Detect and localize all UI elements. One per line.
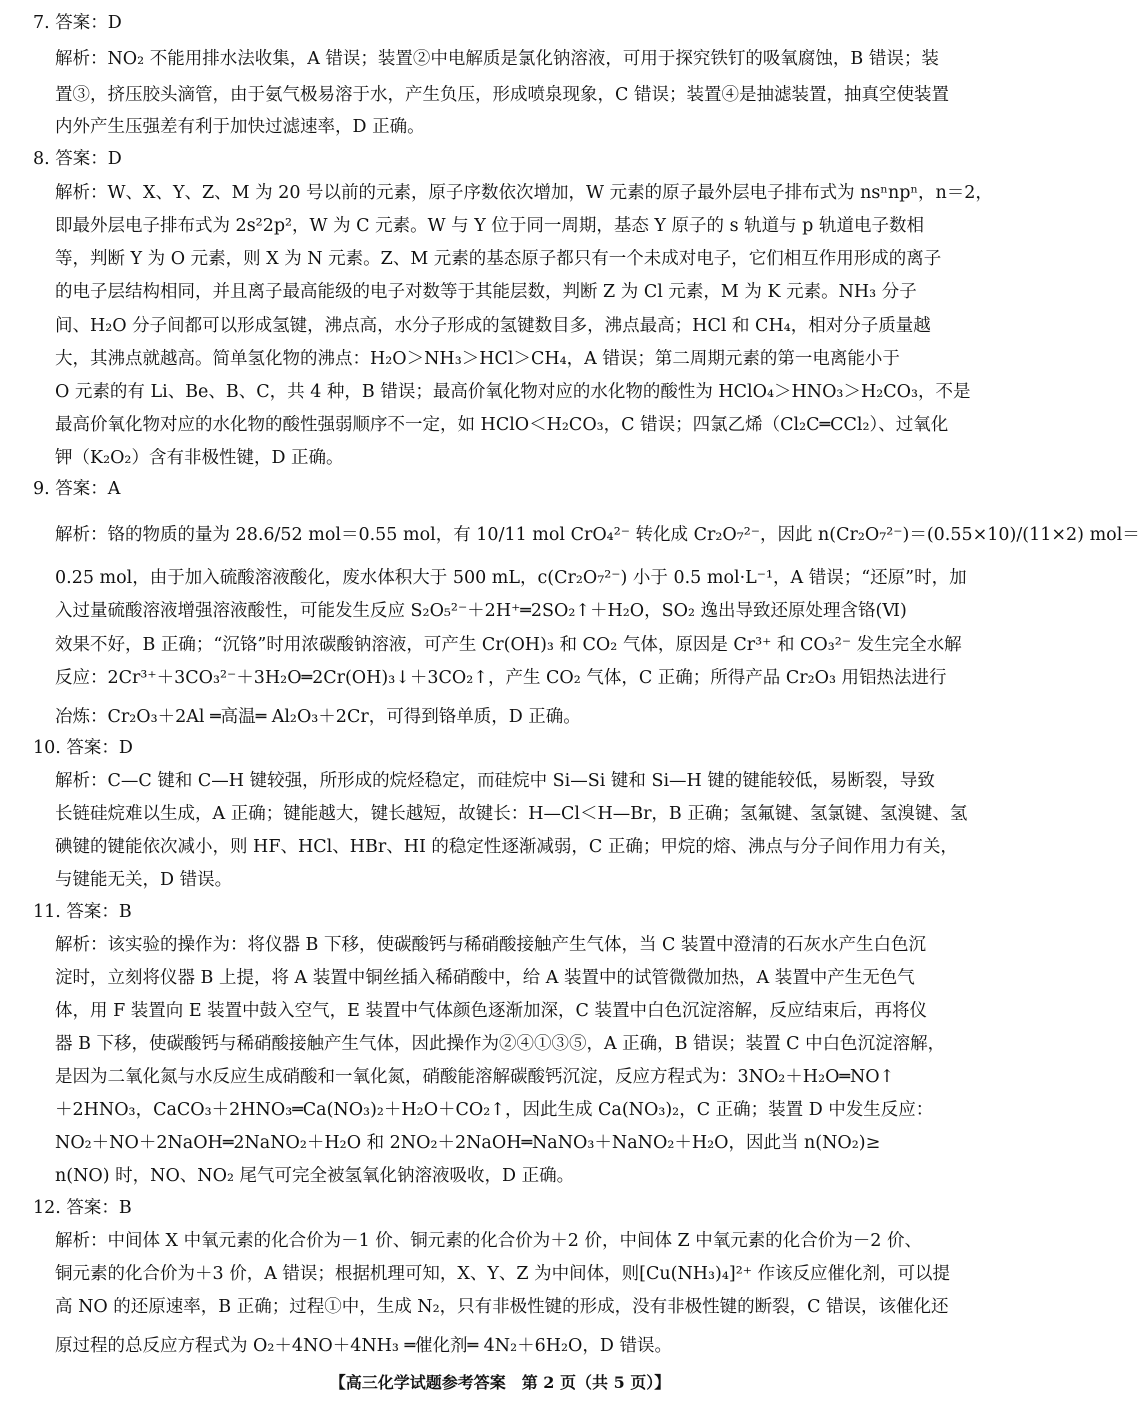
answer-11-line-1: 解析：该实验的操作为：将仪器 B 下移，使碳酸钙与稀硝酸接触产生气体，当 C 装置中澄清的石灰水产生白色沉 bbox=[55, 935, 926, 955]
answer-10-line-1: 解析：C—C 键和 C—H 键较强，所形成的烷烃稳定，而硅烷中 Si—Si 键和 Si—H 键的键能较低，易断裂，导致 bbox=[55, 771, 935, 791]
answer-12-line-1: 解析：中间体 X 中氧元素的化合价为－1 价、铜元素的化合价为＋2 价，中间体 Z 中氧元素的化合价为－2 价、 bbox=[55, 1231, 922, 1251]
answer-8-heading: 8. 答案：D bbox=[33, 149, 122, 169]
answer-11-line-7: NO₂＋NO＋2NaOH═2NaNO₂＋H₂O 和 2NO₂＋2NaOH═NaNO₃＋NaNO₂＋H₂O，因此当 n(NO₂)≥ bbox=[55, 1133, 881, 1153]
answer-10-line-4: 与键能无关，D 错误。 bbox=[55, 870, 233, 890]
answer-10-line-2: 长链硅烷难以生成，A 正确；键能越大，键长越短，故键长：H—Cl＜H—Br，B 正确；氢氟键、氢氯键、氢溴键、氢 bbox=[55, 804, 968, 824]
answer-7-line-1: 解析：NO₂ 不能用排水法收集，A 错误；装置②中电解质是氯化钠溶液，可用于探究铁钉的吸氧腐蚀，B 错误；装 bbox=[55, 49, 939, 69]
answer-9-line-3: 入过量硫酸溶液增强溶液酸性，可能发生反应 S₂O₅²⁻＋2H⁺═2SO₂↑＋H₂O，SO₂ 逸出导致还原处理含铬(Ⅵ) bbox=[55, 601, 907, 621]
answer-12-line-2: 铜元素的化合价为＋3 价，A 错误；根据机理可知，X、Y、Z 为中间体，则[Cu(NH₃)₄]²⁺ 作该反应催化剂，可以提 bbox=[55, 1264, 951, 1284]
answer-11-line-5: 是因为二氧化氮与水反应生成硝酸和一氧化氮，硝酸能溶解碳酸钙沉淀，反应方程式为：3NO₂＋H₂O═NO↑ bbox=[55, 1067, 895, 1087]
answer-10-line-3: 碘键的键能依次减小，则 HF、HCl、HBr、HI 的稳定性逐渐减弱，C 正确；甲烷的熔、沸点与分子间作用力有关， bbox=[55, 837, 958, 857]
answer-11-heading: 11. 答案：B bbox=[33, 902, 132, 922]
answer-10-heading: 10. 答案：D bbox=[33, 738, 133, 758]
answer-9-line-2: 0.25 mol，由于加入硫酸溶液酸化，废水体积大于 500 mL，c(Cr₂O₇²⁻) 小于 0.5 mol·L⁻¹，A 错误；“还原”时，加 bbox=[55, 568, 967, 588]
answer-8-line-8: 最高价氧化物对应的水化物的酸性强弱顺序不一定，如 HClO＜H₂CO₃，C 错误；四氯乙烯（Cl₂C═CCl₂）、过氧化 bbox=[55, 415, 949, 435]
answer-12-line-4: 原过程的总反应方程式为 O₂＋4NO＋4NH₃ ═催化剂═ 4N₂＋6H₂O，D 错误。 bbox=[55, 1336, 672, 1356]
answer-8-line-1: 解析：W、X、Y、Z、M 为 20 号以前的元素，原子序数依次增加，W 元素的原子最外层电子排布式为 nsⁿnpⁿ，n＝2， bbox=[55, 183, 993, 203]
answer-8-line-3: 等，判断 Y 为 O 元素，则 X 为 N 元素。Z、M 元素的基态原子都只有一个未成对电子，它们相互作用形成的离子 bbox=[55, 249, 942, 269]
answer-9-line-1: 解析：铬的物质的量为 28.6/52 mol＝0.55 mol，有 10/11 mol CrO₄²⁻ 转化成 Cr₂O₇²⁻，因此 n(Cr₂O₇²⁻)＝(0.55×10)/(11×2) mol＝ bbox=[55, 525, 1140, 545]
answer-12-line-3: 高 NO 的还原速率，B 正确；过程①中，生成 N₂，只有非极性键的形成，没有非极性键的断裂，C 错误，该催化还 bbox=[55, 1297, 949, 1317]
answer-9-line-5: 反应：2Cr³⁺＋3CO₃²⁻＋3H₂O═2Cr(OH)₃↓＋3CO₂↑，产生 CO₂ 气体，C 正确；所得产品 Cr₂O₃ 用铝热法进行 bbox=[55, 668, 947, 688]
answer-8-line-2: 即最外层电子排布式为 2s²2p²，W 为 C 元素。W 与 Y 位于同一周期，基态 Y 原子的 s 轨道与 p 轨道电子数相 bbox=[55, 216, 924, 236]
answer-8-line-7: O 元素的有 Li、Be、B、C，共 4 种，B 错误；最高价氧化物对应的水化物的酸性为 HClO₄＞HNO₃＞H₂CO₃，不是 bbox=[55, 382, 971, 402]
answer-11-line-3: 体，用 F 装置向 E 装置中鼓入空气，E 装置中气体颜色逐渐加深，C 装置中白色沉淀溶解，反应结束后，再将仪 bbox=[55, 1001, 927, 1021]
answer-7-line-3: 内外产生压强差有利于加快过滤速率，D 正确。 bbox=[55, 117, 425, 137]
answer-8-line-9: 钾（K₂O₂）含有非极性键，D 正确。 bbox=[55, 448, 344, 468]
answer-8-line-5: 间、H₂O 分子间都可以形成氢键，沸点高，水分子形成的氢键数目多，沸点最高；HCl 和 CH₄，相对分子质量越 bbox=[55, 316, 931, 336]
answer-11-line-4: 器 B 下移，使碳酸钙与稀硝酸接触产生气体，因此操作为②④①③⑤，A 正确，B 错误；装置 C 中白色沉淀溶解， bbox=[55, 1034, 946, 1054]
answer-9-heading: 9. 答案：A bbox=[33, 479, 121, 499]
answer-8-line-6: 大，其沸点就越高。简单氢化物的沸点：H₂O＞NH₃＞HCl＞CH₄，A 错误；第二周期元素的第一电离能小于 bbox=[55, 349, 900, 369]
answer-7-line-2: 置③，挤压胶头滴管，由于氨气极易溶于水，产生负压，形成喷泉现象，C 错误；装置④是抽滤装置，抽真空使装置 bbox=[55, 85, 949, 105]
answer-12-heading: 12. 答案：B bbox=[33, 1198, 132, 1218]
answer-11-line-6: ＋2HNO₃，CaCO₃＋2HNO₃═Ca(NO₃)₂＋H₂O＋CO₂↑，因此生成 Ca(NO₃)₂，C 正确；装置 D 中发生反应： bbox=[55, 1100, 934, 1120]
answer-11-line-2: 淀时，立刻将仪器 B 上提，将 A 装置中铜丝插入稀硝酸中，给 A 装置中的试管微微加热，A 装置中产生无色气 bbox=[55, 968, 915, 988]
answer-8-line-4: 的电子层结构相同，并且离子最高能级的电子对数等于其能层数，判断 Z 为 Cl 元素，M 为 K 元素。NH₃ 分子 bbox=[55, 282, 917, 302]
page-footer: 【高三化学试题参考答案 第 2 页（共 5 页）】 bbox=[329, 1373, 671, 1392]
answer-9-line-6: 冶炼：Cr₂O₃＋2Al ═高温═ Al₂O₃＋2Cr，可得到铬单质，D 正确。 bbox=[55, 707, 581, 727]
answer-9-line-4: 效果不好，B 正确；“沉铬”时用浓碳酸钠溶液，可产生 Cr(OH)₃ 和 CO₂ 气体，原因是 Cr³⁺ 和 CO₃²⁻ 发生完全水解 bbox=[55, 635, 962, 655]
answer-7-heading: 7. 答案：D bbox=[33, 13, 122, 33]
answer-11-line-8: n(NO) 时，NO、NO₂ 尾气可完全被氢氧化钠溶液吸收，D 正确。 bbox=[55, 1166, 575, 1186]
